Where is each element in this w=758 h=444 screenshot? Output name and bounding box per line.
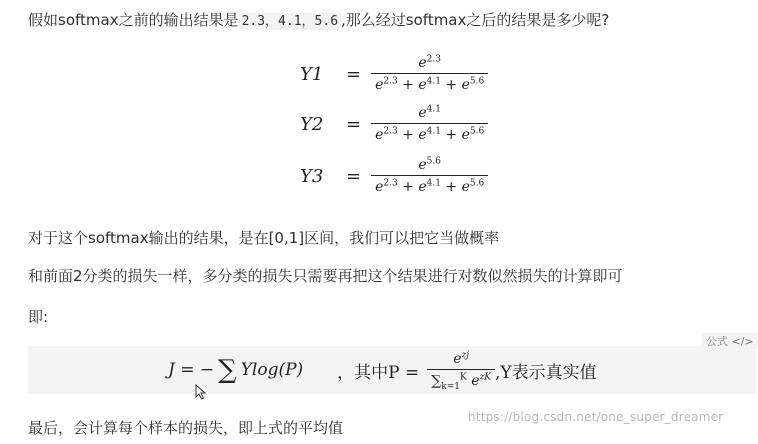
paragraph-probability: 对于这个softmax输出的结果，是在[0,1]区间，我们可以把它当做概率 [28,229,500,247]
mouse-cursor-icon [195,384,207,400]
equation-lhs: Y3 [300,165,324,187]
question-values: 2.3，4.1，5.6 [239,13,341,30]
formula-body: Ylog(P) [240,360,304,380]
question-suffix: ,那么经过softmax之后的结果是多少呢? [341,11,610,29]
equation-row: Y3 = $\frac{e^{5.6}}{e^{2.3} + e^{4.1} + e^{5.6}}$ [300,154,488,198]
loss-formula [168,344,597,396]
equation-lhs: Y1 [300,63,324,85]
question-prefix: 假如softmax之前的输出结果是 [28,11,239,29]
paragraph-average: 最后，会计算每个样本的损失，即上式的平均值 [28,419,344,437]
equation-fraction: $\frac{e^{2.3}}{e^{2.3} + e^{4.1} + e^{5.6}}$ [371,55,488,93]
formula-tail: ,Y表示真实值 [494,362,597,383]
formula-fraction: $\frac{e^{zj}}{\sum_{k=1}^K e^{zK}}$ [427,351,495,389]
formula-mid: ，其中P = [337,362,420,383]
equation-lhs: Y2 [300,113,324,135]
formula-tag-button[interactable]: 公式 </> [702,333,758,349]
equation-fraction: $\frac{e^{4.1}}{e^{2.3} + e^{4.1} + e^{5.6}}$ [371,105,488,143]
paragraph-ie: 即: [28,308,49,326]
equation-row: Y1 = $\frac{e^{2.3}}{e^{2.3} + e^{4.1} + e^{5.6}}$ [300,52,488,96]
watermark-url: https://blog.csdn.net/one_super_dreamer [468,410,724,424]
equation-row: Y2 = $\frac{e^{4.1}}{e^{2.3} + e^{4.1} + e^{5.6}}$ [300,102,488,146]
sum-symbol: ∑ [218,355,237,385]
equation-fraction: $\frac{e^{5.6}}{e^{2.3} + e^{4.1} + e^{5.6}}$ [371,157,488,195]
paragraph-loss: 和前面2分类的损失一样，多分类的损失只需要再把这个结果进行对数似然损失的计算即可 [28,267,623,285]
question-line [28,10,609,32]
formula-lhs: J = − [168,360,215,380]
